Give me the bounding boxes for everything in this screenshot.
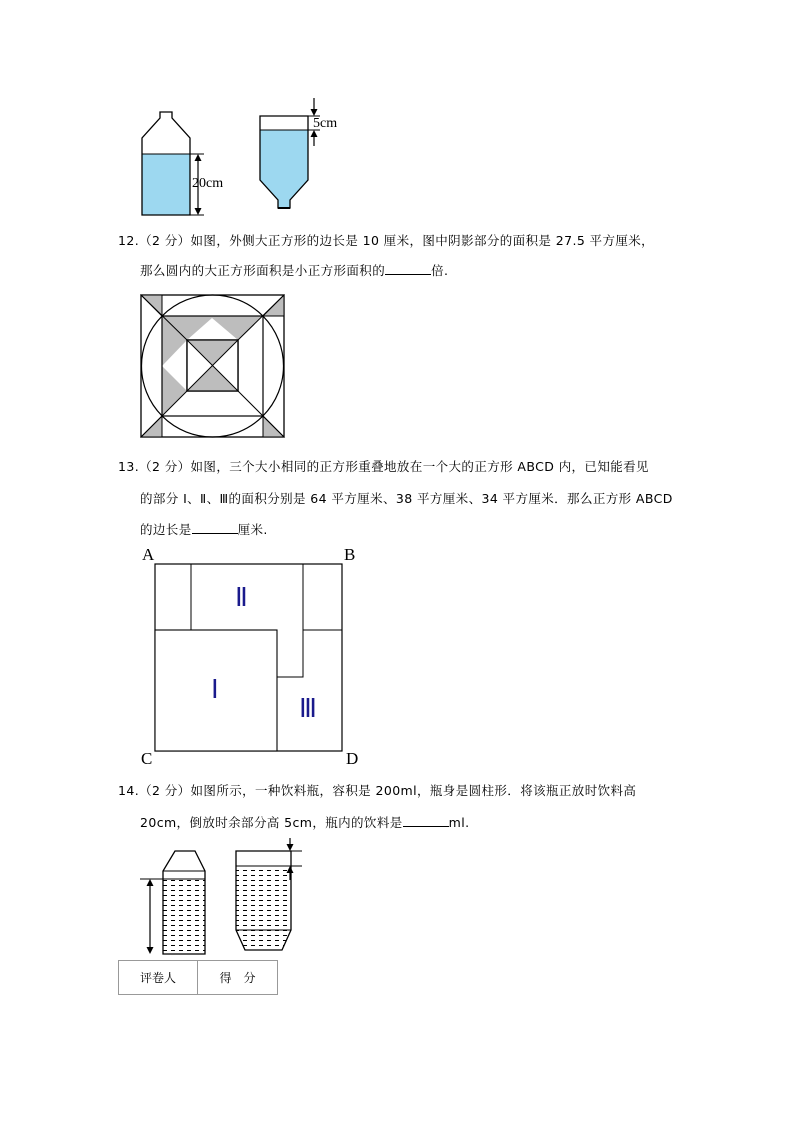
square-circle-figure-12 [140,294,286,438]
inverted-liquid [236,866,291,950]
region-I-label: Ⅰ [211,675,219,704]
label-20cm: 20cm [192,176,224,191]
upright-water [142,154,190,215]
region-II-label: Ⅱ [235,583,248,612]
grader-box [118,960,278,995]
answer-blank[interactable] [192,521,238,534]
answer-blank[interactable] [403,814,449,827]
reviewer-cell: 评卷人 [119,961,198,994]
inverted-water [260,130,308,180]
question-12-line1: 12.（2 分）如图，外侧大正方形的边长是 10 厘米，图中阴影部分的面积是 27.5 平方厘米， [118,233,655,248]
question-number: 14. [118,783,140,798]
question-14-line1: 14.（2 分）如图所示，一种饮料瓶，容积是 200ml，瓶身是圆柱形．将该瓶正放时饮料高 [118,783,637,798]
bottle-figure-14 [130,838,310,960]
score-cell: 得 分 [219,971,256,985]
vertex-C: C [141,749,153,768]
vertex-A: A [142,545,155,564]
abcd-square-figure-13 [154,563,344,753]
question-13-line2: 的部分 Ⅰ、Ⅱ、Ⅲ的面积分别是 64 平方厘米、38 平方厘米、34 平方厘米．那么正方形 ABCD [140,491,673,506]
question-12-line2: 那么圆内的大正方形面积是小正方形面积的 倍. [140,263,449,278]
question-number: 12. [118,233,140,248]
vertex-D: D [346,749,359,768]
answer-blank[interactable] [385,262,431,275]
question-number: 13. [118,459,140,474]
question-13-line3: 的边长是 厘米. [140,522,268,537]
region-III-label: Ⅲ [299,694,317,723]
question-13-line1: 13.（2 分）如图，三个大小相同的正方形重叠地放在一个大的正方形 ABCD 内，已知能看见 [118,459,649,474]
question-14-line2: 20cm，倒放时余部分高 5cm，瓶内的饮料是 ml. [140,815,470,830]
vertex-B: B [344,545,356,564]
upright-liquid [163,879,205,954]
label-5cm: 5cm [313,116,338,131]
